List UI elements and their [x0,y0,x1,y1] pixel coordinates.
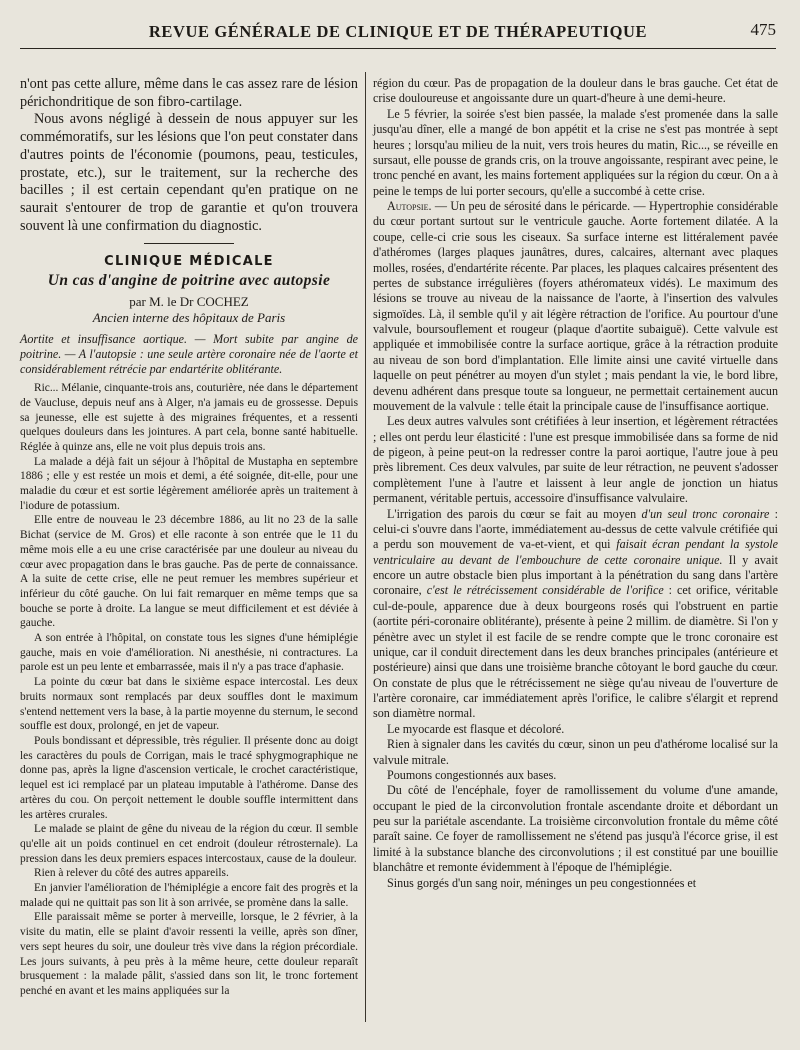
body-paragraph: Poumons congestionnés aux bases. [387,767,557,782]
text-run: L'irrigation des parois du cœur se fait au moyen [387,506,642,521]
emphasis-run: c'est le rétrécissement considérable de l'orifice [426,583,664,598]
column-divider [365,72,366,1022]
text-run: Il y avait encore un autre obstacle bien plus important à la pénétration du sang dans l'artère coronaire, [373,552,778,598]
section-title: CLINIQUE MÉDICALE [104,254,274,270]
lead-paragraph: n'ont pas cette allure, même dans le cas assez rare de lésion périchondritique de son fibro-cartilage. [20,76,358,110]
body-paragraph: Elle paraissait même se porter à merveille, lorsque, le 2 février, à la visite du matin, elle se plaint d'avoir ressenti la veille, après son dîner, vers sept heures du soir, une douleur très vive dans la région précordiale. Les jours suivants, à peu près à la même heure, cette douleur reparaît brusquement : la malade pâlit, s'assied dans son lit, le tronc fortement penché en avant et les mains appliquées sur la [20,911,358,997]
abstract-text: Aortite et insuffisance aortique. — Mort subite par angine de poitrine. — A l'autopsie : une seule artère coronaire née de l'aorte et considérablement rétrécie par endartérite oblitérante. [20,332,358,376]
article-abstract [20,332,358,376]
emphasis-run: d'un seul tronc coronaire [641,506,770,521]
autopsy-label: Autopsie. [387,199,432,213]
running-header [20,14,776,49]
text-run: : celui-ci s'ouvre dans l'aorte, immédiatement au-dessus de cette valvule crétifiée qui a perdu son mouvement de va-et-vient, et qui [373,506,779,552]
separator-rule [144,243,234,244]
author-affiliation: Ancien interne des hôpitaux de Paris [92,310,286,326]
emphasis-run: faisait écran pendant la systole ventriculaire au devant de l'embouchure de cette coronaire unique. [373,537,778,567]
body-paragraph: Elle entre de nouveau le 23 décembre 1886, au lit no 23 de la salle Bichat (service de M. Gros) et elle raconte à son entrée que le 11 du même mois elle a eu une crise caractérisée par une douleur au niveau du cœur avec propagation dans le bras gauche. Pas de perte de connaissance. A la suite de cette crise, elle ne peut remuer les membres supérieur et inférieur du côté gauche. On lui fait remarquer en même temps que sa bouche se porte à droite. La langue se meut difficilement et est déviée à gauche. [20,514,358,630]
body-paragraph: Les deux autres valvules sont crétifiées à leur insertion, et légèrement rétractées ; elles ont perdu leur élasticité : l'une est presque immobilisée dans sa forme de nid de pigeon, à peine peut-on la redresser contre la paroi aortique, l'autre joue à peu près librement. Ces deux valvules, par suite de leur rétraction, ne peuvent s'adosser complètement l'une à l'autre et laissent à leur angle de jonction un hiatus permanent, véritable pertuis, accessoire d'insuffisance valvulaire. [373,414,778,506]
body-paragraph: A son entrée à l'hôpital, on constate tous les signes d'une hémiplégie gauche, mais en voie d'amélioration. Ni anesthésie, ni contractures. La parole est un peu lente et embarrassée, mais il n'y a pas trace d'aphasie. [20,632,358,674]
previous-article-ending [20,76,358,235]
text-run: : cet orifice, véritable cul-de-poule, apparence due à deux bourgeons rosés qui l'obstruent en partie (aortite péri-coronaire oblitérante), présente à peine 2 millim. de diamètre. Si l'on y pénètre avec un stylet il est facile de se rendre compte que le tronc coronaire est unique, car il conduit directement dans les deux branches principales (antérieure et postérieure) ainsi que dans une troisième branche côtoyant le bord gauche du cœur. On constate de plus que le rétrécissement ne siège qu'au niveau de l'ouverture de l'artère coronaire, car immédiatement après l'orifice, le calibre s'élargit et reprend son diamètre normal. [373,583,778,721]
author-byline: par M. le Dr COCHEZ [129,294,249,310]
right-column [373,76,778,891]
body-paragraph: Le myocarde est flasque et décoloré. [387,721,565,736]
body-paragraph: Ric... Mélanie, cinquante-trois ans, couturière, née dans le département de Vaucluse, depuis neuf ans à Alger, n'a jamais eu de grossesse. Depuis sa jeunesse, elle est sujette à des migraines fréquentes, et a ressenti quelques douleurs dans les jointures. A part cela, bonne santé habituelle. Réglée à quinze ans, elle ne voit plus depuis trois ans. [20,382,358,453]
body-paragraph: Rien à signaler dans les cavités du cœur, sinon un peu d'athérome localisé sur la valvule mitrale. [373,737,778,767]
case-report-body [20,381,358,999]
autopsy-paragraph [373,199,778,414]
page-number: 475 [750,20,776,39]
journal-title: REVUE GÉNÉRALE DE CLINIQUE ET DE THÉRAPEUTIQUE [148,22,648,41]
left-column [20,76,358,999]
body-paragraph: région du cœur. Pas de propagation de la douleur dans le bras gauche. Cet état de crise douloureuse et angoissante dure un quart-d'heure à une demi-heure. [373,76,778,106]
body-paragraph: Du côté de l'encéphale, foyer de ramollissement du volume d'une amande, occupant le pied de la circonvolution frontale ascendante droite et débordant un peu sur la pariétale ascendante. La troisième circonvolution frontale du même côté paraît saine. Ce foyer de ramollissement ne s'étend pas jusqu'à l'écorce grise, il est limité à la substance blanche des circonvolutions ; il est constitué par une bouillie blanchâtre et remonte évidemment à l'époque de l'hémiplégie. [373,783,778,875]
body-paragraph: Sinus gorgés d'un sang noir, méninges un peu congestionnées et [387,875,697,890]
body-paragraph: Le 5 février, la soirée s'est bien passée, la malade s'est promenée dans la salle jusqu'au dîner, elle a mangé de bon appétit et la crise ne s'est pas montrée à sept heures ; lorsqu'au milieu de la nuit, vers trois heures du matin, Ric..., se réveille en sursaut, elle pousse de grands cris, on la trouve angoissante, respirant avec peine, le tronc penché en avant, les mains fortement appliquées sur la région du cœur. On a à peine le temps de lui porter secours, qu'elle a succombé à cette crise. [373,106,778,198]
article-title: Un cas d'angine de poitrine avec autopsie [47,272,331,290]
body-paragraph: Le malade se plaint de gêne du niveau de la région du cœur. Il semble qu'elle ait un poids continuel en cet endroit (douleur rétrosternale). La pression dans les deux premiers espaces intercostaux, cause de la douleur. [20,823,358,865]
autopsy-text: — Un peu de sérosité dans le péricarde. — Hypertrophie considérable du cœur portant surtout sur le ventricule gauche. Aorte fortement dilatée. A la coupe, celle-ci crie sous les ciseaux. Sa surface interne est littéralement pavée d'athéromes (larges plaques jaunâtres, dures, calcaires, alternant avec plaques molles, rosées, d'endartérite récente. Par places, les plaques calcaires présentent des pertes de substance irrégulières (foyers athéromateux vidés). Le maximum des lésions se trouve au niveau de la naissance de l'aorte, à l'insertion des valvules sigmoïdes. Là, il semble qu'il y ait légère rétraction de l'orifice. Au pourtour d'une valvule, boursouflement et rougeur (plaque d'aortite subaiguë). Cette valvule est appliquée et immobilisée contre la surface aortique, grâce à la rétraction produite au niveau de son bord d'implantation. Elle limite ainsi une cavité virtuelle dans laquelle on peut pénétrer au moyen d'un stylet ; mais pendant la vie, le bord libre, devenu adhérent dans presque toute sa longueur, ne permettait certainement aucun mouvement de la valvule : telle était la principale cause de l'insuffisance aortique. [373,199,778,413]
body-paragraph: La pointe du cœur bat dans le sixième espace intercostal. Les deux bruits normaux sont remplacés par deux souffles dont le maximum s'entend nettement vers la base, à la partie moyenne du sternum, le second souffle est doux, prolongé, en jet de vapeur. [20,676,358,733]
body-paragraph: Pouls bondissant et dépressible, très régulier. Il présente donc au doigt les caractères du pouls de Corrigan, mais le tracé sphygmographique ne donne pas, après la ligne d'ascension verticale, le crochet caractéristique, lequel est ici remplacé par un plateau imputable à l'athérome. Danse des artères du cou. On perçoit nettement le double souffle intermittent dans les artères crurales. [20,734,358,821]
body-paragraph: La malade a déjà fait un séjour à l'hôpital de Mustapha en septembre 1886 ; elle y est restée un mois et demi, a été soignée, dit-elle, pour une maladie du cœur et est sortie légèrement améliorée après un traitement à l'iodure de potassium. [20,455,358,512]
lead-paragraph: Nous avons négligé à dessein de nous appuyer sur les commémoratifs, sur les lésions que l'on peut constater dans d'autres points de l'économie (poumons, peau, testicules, prostate, etc.), sur le traitement, sur la recherche des bacilles ; il est certain cependant qu'en pratique on ne saurait s'entourer de trop de garantie et qu'on trouvera souvent là une confirmation du diagnostic. [20,111,358,234]
body-paragraph: Rien à relever du côté des autres appareils. [34,867,229,880]
body-paragraph: En janvier l'amélioration de l'hémiplégie a encore fait des progrès et la malade qui ne quittait pas son lit à son arrivée, se promène dans la salle. [20,882,358,909]
irrigation-paragraph [373,507,778,722]
